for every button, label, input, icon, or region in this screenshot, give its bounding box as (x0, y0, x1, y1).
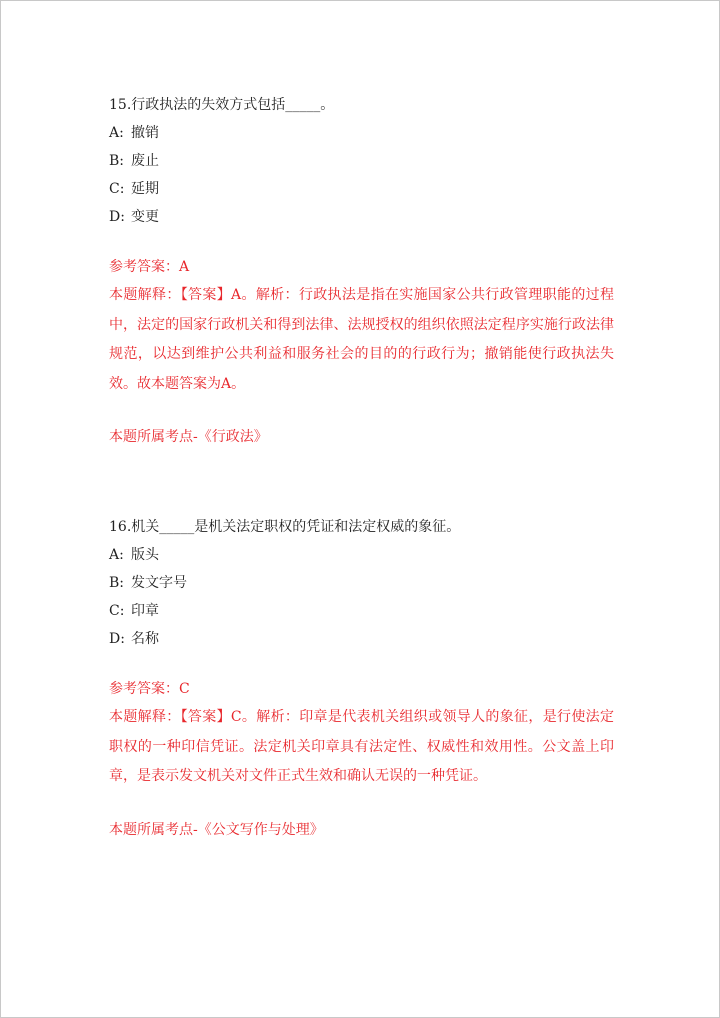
explanation: 本题解释：【答案】C。解析：印章是代表机关组织或领导人的象征，是行使法定职权的一种印信凭证。法定机关印章具有法定性、权威性和效用性。公文盖上印章，是表示发文机关对文件正式生效和确认无误的一种凭证。 (109, 709, 614, 784)
option-c (109, 597, 614, 625)
option-text: 变更 (131, 209, 159, 225)
option-text: 印章 (131, 603, 159, 619)
option-text: 撤销 (131, 125, 159, 141)
option-text: 名称 (131, 631, 159, 647)
option-key: C: (109, 181, 125, 197)
option-a (109, 541, 614, 569)
reference-answer: 参考答案：A (109, 259, 190, 275)
option-text: 废止 (131, 153, 159, 169)
option-text: 发文字号 (131, 575, 187, 591)
option-key: D: (109, 631, 125, 647)
option-key: B: (109, 575, 125, 591)
explanation: 本题解释：【答案】A。解析：行政执法是指在实施国家公共行政管理职能的过程中，法定的国家行政机关和得到法律、法规授权的组织依照法定程序实施行政法律规范，以达到维护公共利益和服务社会的目的的行政行为；撤销能使行政执法失效。故本题答案为A。 (109, 287, 614, 392)
topic-label: 本题所属考点-《公文写作与处理》 (109, 821, 324, 838)
option-key: C: (109, 603, 125, 619)
option-key: B: (109, 153, 125, 169)
option-text: 版头 (131, 547, 159, 563)
option-d (109, 203, 614, 231)
question-stem: 15.行政执法的失效方式包括_____。 (109, 97, 335, 113)
topic-label: 本题所属考点-《行政法》 (109, 429, 268, 445)
option-key: A: (109, 547, 124, 563)
option-d (109, 625, 614, 653)
option-a (109, 119, 614, 147)
question-16 (109, 513, 614, 844)
question-stem: 16.机关_____是机关法定职权的凭证和法定权威的象征。 (109, 519, 461, 535)
option-text: 延期 (131, 181, 159, 197)
option-b (109, 569, 614, 597)
option-key: D: (109, 209, 125, 225)
option-key: A: (109, 125, 124, 141)
reference-answer: 参考答案：C (109, 681, 190, 697)
question-15 (109, 91, 614, 451)
option-b (109, 147, 614, 175)
option-c (109, 175, 614, 203)
